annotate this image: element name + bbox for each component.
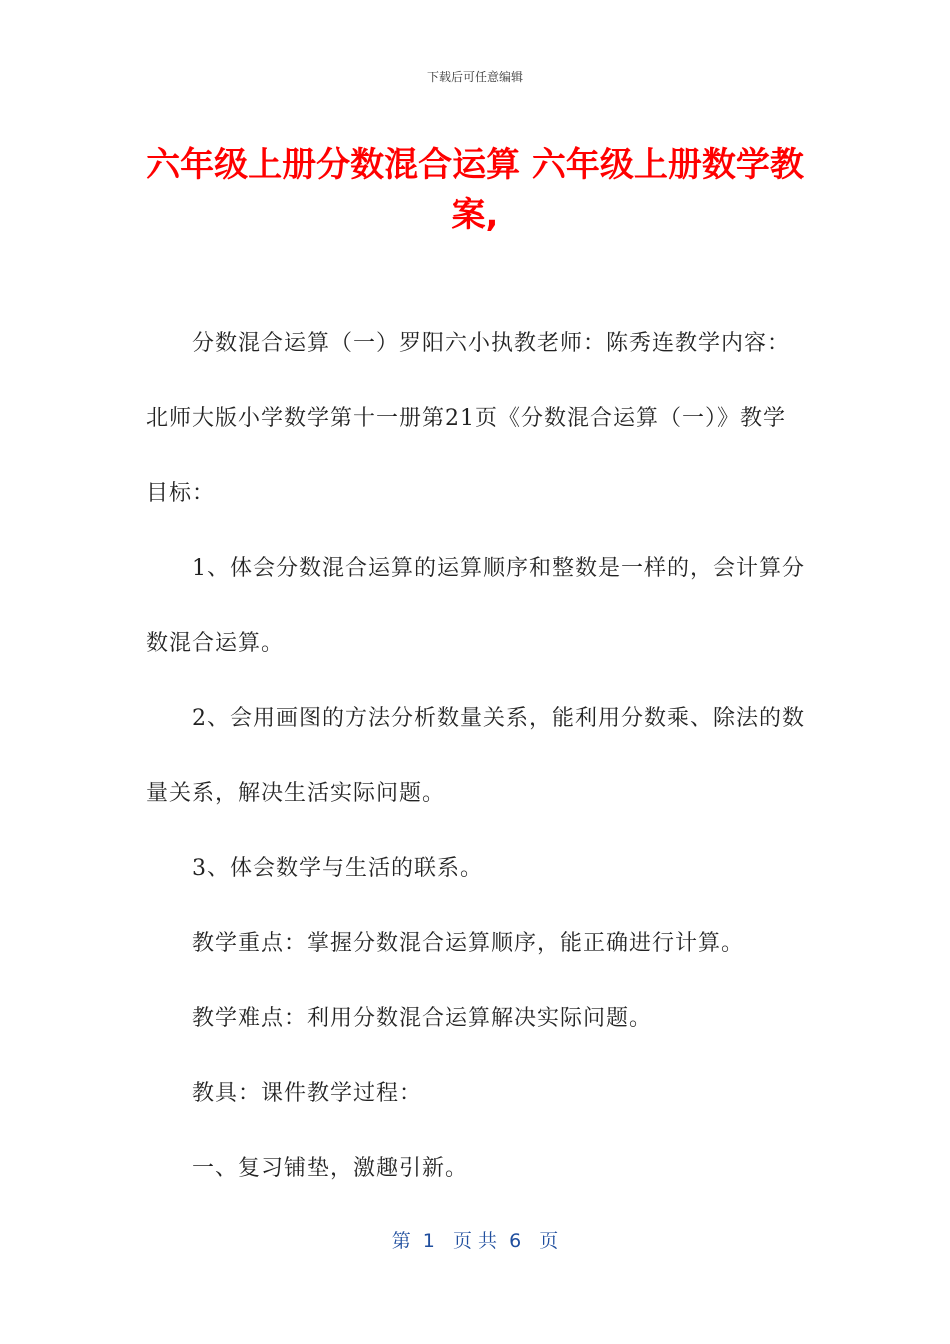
paragraph-goal-3: 3、体会数学与生活的联系。: [192, 856, 483, 881]
document-title: 六年级上册分数混合运算 六年级上册数学教案,: [146, 145, 804, 235]
paragraph-goal-2: 2、会用画图的方法分析数量关系，能利用分数乘、除法的数量关系，解决生活实际问题。: [146, 706, 805, 806]
paragraph-difficulty: 教学难点：利用分数混合运算解决实际问题。: [192, 1006, 653, 1031]
paragraph-intro: 分数混合运算（一）罗阳六小执教老师：陈秀连教学内容：北师大版小学数学第十一册第21页《分数混合运算（一）》教学目标：: [146, 331, 791, 506]
paragraph-key-point: 教学重点：掌握分数混合运算顺序，能正确进行计算。: [192, 931, 745, 956]
paragraph-goal-1: 1、体会分数混合运算的运算顺序和整数是一样的，会计算分数混合运算。: [146, 556, 805, 656]
header-note: 下载后可任意编辑: [426, 70, 523, 84]
paragraph-tools: 教具：课件教学过程：: [192, 1081, 423, 1106]
paragraph-section-1: 一、复习铺垫，激趣引新。: [192, 1156, 469, 1181]
page-number-footer: 第 1 页 共 6 页: [391, 1230, 559, 1252]
